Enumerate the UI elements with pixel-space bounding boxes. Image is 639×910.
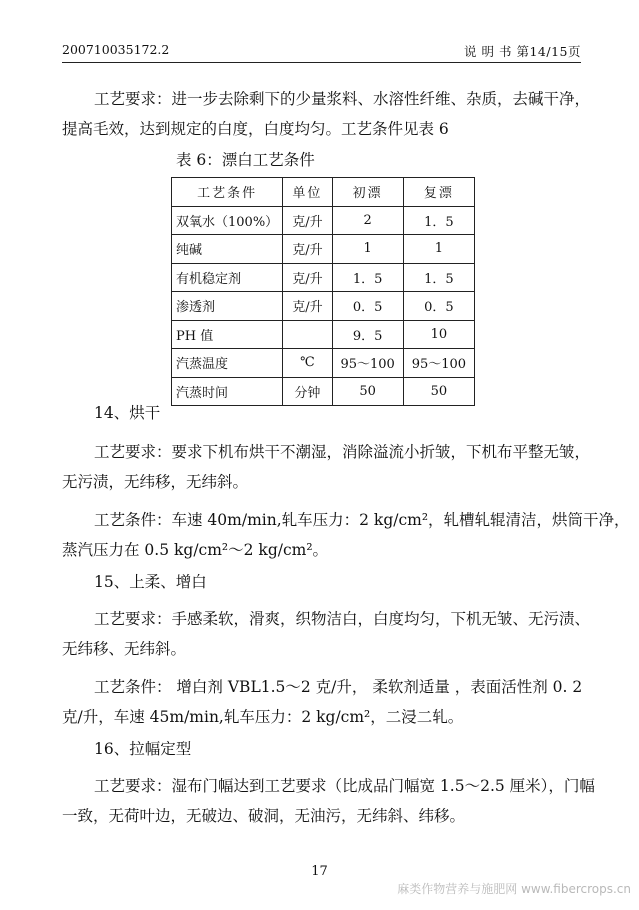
bleach-requirement-paragraph: [62, 84, 591, 144]
table-cell: 0．5: [403, 292, 474, 321]
text-line: 工艺要求：进一步去除剩下的少量浆料、水溶性纤维、杂质，去碱干净，: [94, 90, 591, 108]
table-cell: 分钟: [283, 377, 332, 406]
table-cell: 汽蒸时间: [172, 377, 283, 406]
table-cell: 95～100: [332, 349, 403, 378]
text-line: 一致，无荷叶边，无破边、破洞，无油污，无纬斜、纬移。: [62, 807, 466, 825]
doc-number: 200710035172.2: [62, 42, 170, 57]
text-line: 提高毛效，达到规定的白度，白度均匀。工艺条件见表 6: [62, 120, 449, 138]
table-cell: 1: [403, 235, 474, 264]
text-line: 工艺条件：车速 40m/min,轧车压力：2 kg/cm²，轧槽轧辊清洁，烘筒干净，: [94, 511, 630, 529]
table-cell: 95～100: [403, 349, 474, 378]
table-cell: 渗透剂: [172, 292, 283, 321]
table-cell: 双氧水（100%）: [172, 206, 283, 235]
table-cell: 0．5: [332, 292, 403, 321]
header-page-info: 说 明 书 第14/15页: [464, 44, 581, 59]
table-cell: 50: [332, 377, 403, 406]
table-row: [172, 320, 475, 349]
text-line: 无污渍，无纬移，无纬斜。: [62, 473, 249, 491]
text-line: 克/升，车速 45m/min,轧车压力：2 kg/cm²，二浸二轧。: [62, 708, 464, 726]
bleaching-conditions-table: [171, 177, 475, 406]
watermark: 麻类作物营养与施肥网 www.fibercrops.cn: [397, 882, 631, 896]
column-header: 工艺条件: [172, 178, 283, 207]
table-cell: 50: [403, 377, 474, 406]
text-line: 工艺要求：手感柔软，滑爽，织物洁白，白度均匀，下机无皱、无污渍、: [94, 610, 591, 628]
table-caption: 表 6：漂白工艺条件: [176, 151, 315, 169]
table-cell: 1．5: [332, 263, 403, 292]
text-line: 工艺条件： 增白剂 VBL1.5～2 克/升， 柔软剂适量 ，表面活性剂 0. 2: [94, 678, 583, 696]
table-cell: 克/升: [283, 292, 332, 321]
table-cell: 克/升: [283, 206, 332, 235]
text-line: 蒸汽压力在 0.5 kg/cm²～2 kg/cm²。: [62, 541, 329, 559]
table-row: [172, 235, 475, 264]
table-cell: 10: [403, 320, 474, 349]
table-cell: 汽蒸温度: [172, 349, 283, 378]
section-heading-stentering: 16、拉幅定型: [94, 740, 192, 758]
table-cell: 有机稳定剂: [172, 263, 283, 292]
softening-condition-paragraph: [62, 672, 584, 732]
table-row: [172, 206, 475, 235]
header-rule: [62, 62, 581, 63]
section-heading-softening: 15、上柔、增白: [94, 573, 207, 591]
table-row: [172, 377, 475, 406]
table-cell: ℃: [283, 349, 332, 378]
drying-condition-paragraph: [62, 505, 630, 565]
table-row: [172, 263, 475, 292]
text-line: 无纬移、无纬斜。: [62, 640, 187, 658]
column-header: 复漂: [403, 178, 474, 207]
table-cell: 2: [332, 206, 403, 235]
column-header: 初漂: [332, 178, 403, 207]
table-cell: 1: [332, 235, 403, 264]
table-header-row: [172, 178, 475, 207]
text-line: 工艺要求：湿布门幅达到工艺要求（比成品门幅宽 1.5～2.5 厘米），门幅: [94, 777, 595, 795]
section-heading-drying: 14、烘干: [94, 404, 161, 422]
table-cell: 1．5: [403, 206, 474, 235]
table-cell: [283, 320, 332, 349]
table-cell: PH 值: [172, 320, 283, 349]
page-number: 17: [311, 864, 328, 879]
table-cell: 9．5: [332, 320, 403, 349]
table-row: [172, 349, 475, 378]
table-cell: 克/升: [283, 235, 332, 264]
table-cell: 1．5: [403, 263, 474, 292]
table-cell: 纯碱: [172, 235, 283, 264]
stentering-requirement-paragraph: [62, 771, 595, 831]
text-line: 工艺要求：要求下机布烘干不潮湿，消除溢流小折皱，下机布平整无皱，: [94, 443, 591, 461]
table-row: [172, 292, 475, 321]
drying-requirement-paragraph: [62, 437, 591, 497]
column-header: 单位: [283, 178, 332, 207]
softening-requirement-paragraph: [62, 604, 591, 664]
page-header: [62, 36, 581, 60]
table-cell: 克/升: [283, 263, 332, 292]
